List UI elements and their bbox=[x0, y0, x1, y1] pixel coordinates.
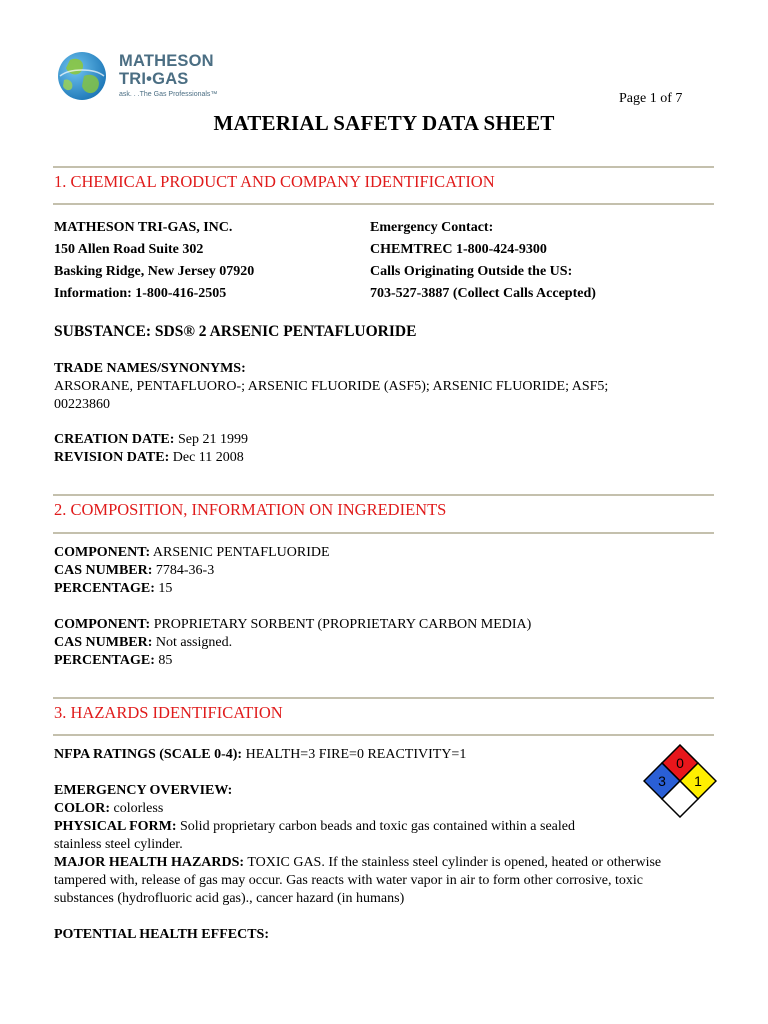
component-value: PROPRIETARY SORBENT (PROPRIETARY CARBON MEDIA) bbox=[153, 617, 532, 632]
company-address-line1: 150 Allen Road Suite 302 bbox=[54, 242, 204, 257]
major-hazards-line1: TOXIC GAS. If the stainless steel cylinder is opened, heated or otherwise bbox=[247, 855, 662, 870]
nfpa-ratings-row bbox=[54, 746, 466, 764]
logo-name-line2: TRI•GAS bbox=[119, 70, 189, 88]
emergency-overview-label: EMERGENCY OVERVIEW: bbox=[54, 783, 233, 798]
percentage-value: 85 bbox=[158, 653, 173, 668]
major-hazards-line2: tampered with, release of gas may occur. Gas reacts with water vapor in air to form other corrosive, toxic bbox=[54, 873, 643, 888]
physical-form-line2: stainless steel cylinder. bbox=[54, 837, 183, 852]
creation-date-value: Sep 21 1999 bbox=[177, 432, 248, 447]
page-number: Page 1 of 7 bbox=[619, 91, 683, 106]
nfpa-ratings-label: NFPA RATINGS (SCALE 0-4): bbox=[54, 747, 243, 762]
potential-health-effects-label: POTENTIAL HEALTH EFFECTS: bbox=[54, 927, 269, 942]
component-row bbox=[54, 616, 531, 634]
component-value: ARSENIC PENTAFLUORIDE bbox=[152, 545, 330, 560]
creation-date-row bbox=[54, 431, 248, 449]
color-label: COLOR: bbox=[54, 801, 110, 816]
cas-row bbox=[54, 634, 232, 652]
revision-date-value: Dec 11 2008 bbox=[172, 450, 244, 465]
outside-us-phone: 703-527-3887 (Collect Calls Accepted) bbox=[370, 286, 596, 301]
trade-names-line1: ARSORANE, PENTAFLUORO-; ARSENIC FLUORIDE (ASF5); ARSENIC FLUORIDE; ASF5; bbox=[54, 379, 609, 394]
section-divider bbox=[53, 532, 714, 534]
cas-label: CAS NUMBER: bbox=[54, 563, 153, 578]
percentage-label: PERCENTAGE: bbox=[54, 581, 155, 596]
section-divider bbox=[53, 166, 714, 168]
creation-date-label: CREATION DATE: bbox=[54, 432, 175, 447]
cas-label: CAS NUMBER: bbox=[54, 635, 153, 650]
nfpa-health-value: 3 bbox=[658, 773, 666, 789]
section-divider bbox=[53, 494, 714, 496]
percentage-value: 15 bbox=[158, 581, 173, 596]
percentage-row bbox=[54, 580, 172, 598]
physical-form-line1: Solid proprietary carbon beads and toxic gas contained within a sealed bbox=[180, 819, 575, 834]
outside-us-label: Calls Originating Outside the US: bbox=[370, 264, 573, 279]
physical-form-row bbox=[54, 818, 575, 836]
revision-date-label: REVISION DATE: bbox=[54, 450, 170, 465]
major-hazards-line3: substances (hydrofluoric acid gas)., cancer hazard (in humans) bbox=[54, 891, 405, 906]
revision-date-row bbox=[54, 449, 244, 467]
section-divider bbox=[53, 734, 714, 736]
nfpa-fire-value: 0 bbox=[676, 755, 684, 771]
component-label: COMPONENT: bbox=[54, 545, 151, 560]
component-row bbox=[54, 544, 330, 562]
company-logo bbox=[56, 47, 286, 107]
nfpa-reactivity-value: 1 bbox=[694, 773, 702, 789]
physical-form-label: PHYSICAL FORM: bbox=[54, 819, 177, 834]
section-divider bbox=[53, 203, 714, 205]
chemtrec-phone: CHEMTREC 1-800-424-9300 bbox=[370, 242, 547, 257]
logo-tagline: ask. . .The Gas Professionals™ bbox=[119, 91, 218, 98]
section-divider bbox=[53, 697, 714, 699]
company-information-phone: Information: 1-800-416-2505 bbox=[54, 286, 227, 301]
percentage-row bbox=[54, 652, 172, 670]
component-label: COMPONENT: bbox=[54, 617, 151, 632]
section-1-heading: 1. CHEMICAL PRODUCT AND COMPANY IDENTIFICATION bbox=[54, 172, 495, 191]
company-name: MATHESON TRI-GAS, INC. bbox=[54, 220, 233, 235]
cas-value: 7784-36-3 bbox=[155, 563, 215, 578]
percentage-label: PERCENTAGE: bbox=[54, 653, 155, 668]
nfpa-ratings-values: HEALTH=3 FIRE=0 REACTIVITY=1 bbox=[245, 747, 467, 762]
document-title: MATERIAL SAFETY DATA SHEET bbox=[213, 111, 555, 135]
section-3-heading: 3. HAZARDS IDENTIFICATION bbox=[54, 703, 283, 722]
trade-names-label: TRADE NAMES/SYNONYMS: bbox=[54, 361, 246, 376]
nfpa-diamond-icon bbox=[643, 744, 717, 818]
section-2-heading: 2. COMPOSITION, INFORMATION ON INGREDIENTS bbox=[54, 500, 447, 519]
cas-value: Not assigned. bbox=[155, 635, 233, 650]
company-address-line2: Basking Ridge, New Jersey 07920 bbox=[54, 264, 255, 279]
major-hazards-label: MAJOR HEALTH HAZARDS: bbox=[54, 855, 245, 870]
color-value: colorless bbox=[113, 801, 164, 816]
substance-name: SUBSTANCE: SDS® 2 ARSENIC PENTAFLUORIDE bbox=[54, 323, 417, 340]
major-hazards-row bbox=[54, 854, 661, 872]
color-row bbox=[54, 800, 163, 818]
logo-name-line1: MATHESON bbox=[119, 52, 214, 70]
emergency-contact-label: Emergency Contact: bbox=[370, 220, 494, 235]
cas-row bbox=[54, 562, 214, 580]
globe-icon bbox=[56, 50, 108, 102]
trade-names-line2: 00223860 bbox=[54, 397, 110, 412]
